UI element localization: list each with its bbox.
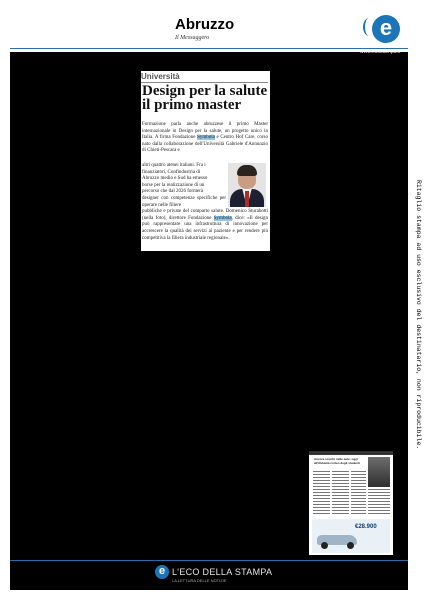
- footer-tagline: LA LETTURA DELLE NOTIZIE: [172, 578, 227, 583]
- thumbnail-column: [368, 489, 390, 516]
- body-line: designer con competenze specifiche per operare nelle filiere: [142, 195, 226, 208]
- article-paragraph-2: [142, 163, 268, 242]
- body-line: Abruzzo medio e Sud ha emesso: [142, 176, 208, 182]
- newspaper-section-title: Abruzzo: [175, 16, 235, 33]
- body-line: finanziatori, Confindustria di: [142, 169, 201, 175]
- thumbnail-ad-price: €28.900: [355, 524, 377, 530]
- top-divider: [10, 48, 408, 49]
- body-text: , dice: «Il design può rappresentare una infrastruttura di innovazione per accrescere la qualità dei servizi al paziente e per rendere più competitiva la filiera industriale regionale».: [142, 215, 269, 241]
- headline-line-1: Design per la salute: [142, 83, 268, 99]
- thumbnail-wheel: [347, 542, 354, 549]
- ecostampa-logo-icon: e: [372, 15, 400, 43]
- body-line: altri quattro atenei italiani. Fra i: [142, 163, 206, 168]
- reproduction-notice: Ritaglio stampa ad uso esclusivo del destinatario, non riproducibile.: [415, 180, 422, 450]
- newspaper-name: Il Messaggero: [175, 35, 210, 41]
- page-thumbnail[interactable]: [309, 451, 393, 555]
- body-line: percorso che dal 2026 formerà: [142, 189, 204, 195]
- thumbnail-column: [332, 471, 349, 516]
- article-category: Università: [141, 71, 268, 83]
- highlighted-keyword: Symbola: [197, 135, 215, 141]
- highlighted-keyword: Symbola: [213, 215, 232, 221]
- thumbnail-column: [313, 471, 330, 516]
- body-line: borse per la realizzazione di un: [142, 182, 205, 188]
- site-url: www.ecostampa.it: [360, 49, 401, 55]
- headline-line-2: il primo master: [142, 97, 242, 113]
- thumbnail-headline: Ancora scontri nelle aule: oggi all'Abbazia corteo degli studenti: [314, 457, 360, 465]
- thumbnail-photo: [368, 457, 390, 487]
- body-text: pubbliche e private del comparto salute. Domenico Sturabotti (nella foto), direttore Fondazione: [142, 209, 268, 221]
- thumbnail-column: [351, 471, 366, 516]
- thumbnail-wheel: [321, 542, 328, 549]
- article-paragraph-1: [142, 122, 268, 155]
- body-text: e Centro Hof Care, corso nato dalla collaborazione dell'Università Gabriele d'Annunzio di Chieti-Pescara e: [142, 135, 268, 154]
- thumbnail-masthead: [309, 451, 393, 455]
- article-headline: [142, 84, 272, 112]
- body-text: Formazione parla anche abruzzese il primo Master internazionale in Design per la salute, un progetto unico in Italia. A firma Fondazione: [142, 122, 268, 141]
- footer-brand-name: L'ECO DELLA STAMPA: [172, 567, 273, 577]
- eco-della-stampa-logo-icon: e: [155, 565, 169, 579]
